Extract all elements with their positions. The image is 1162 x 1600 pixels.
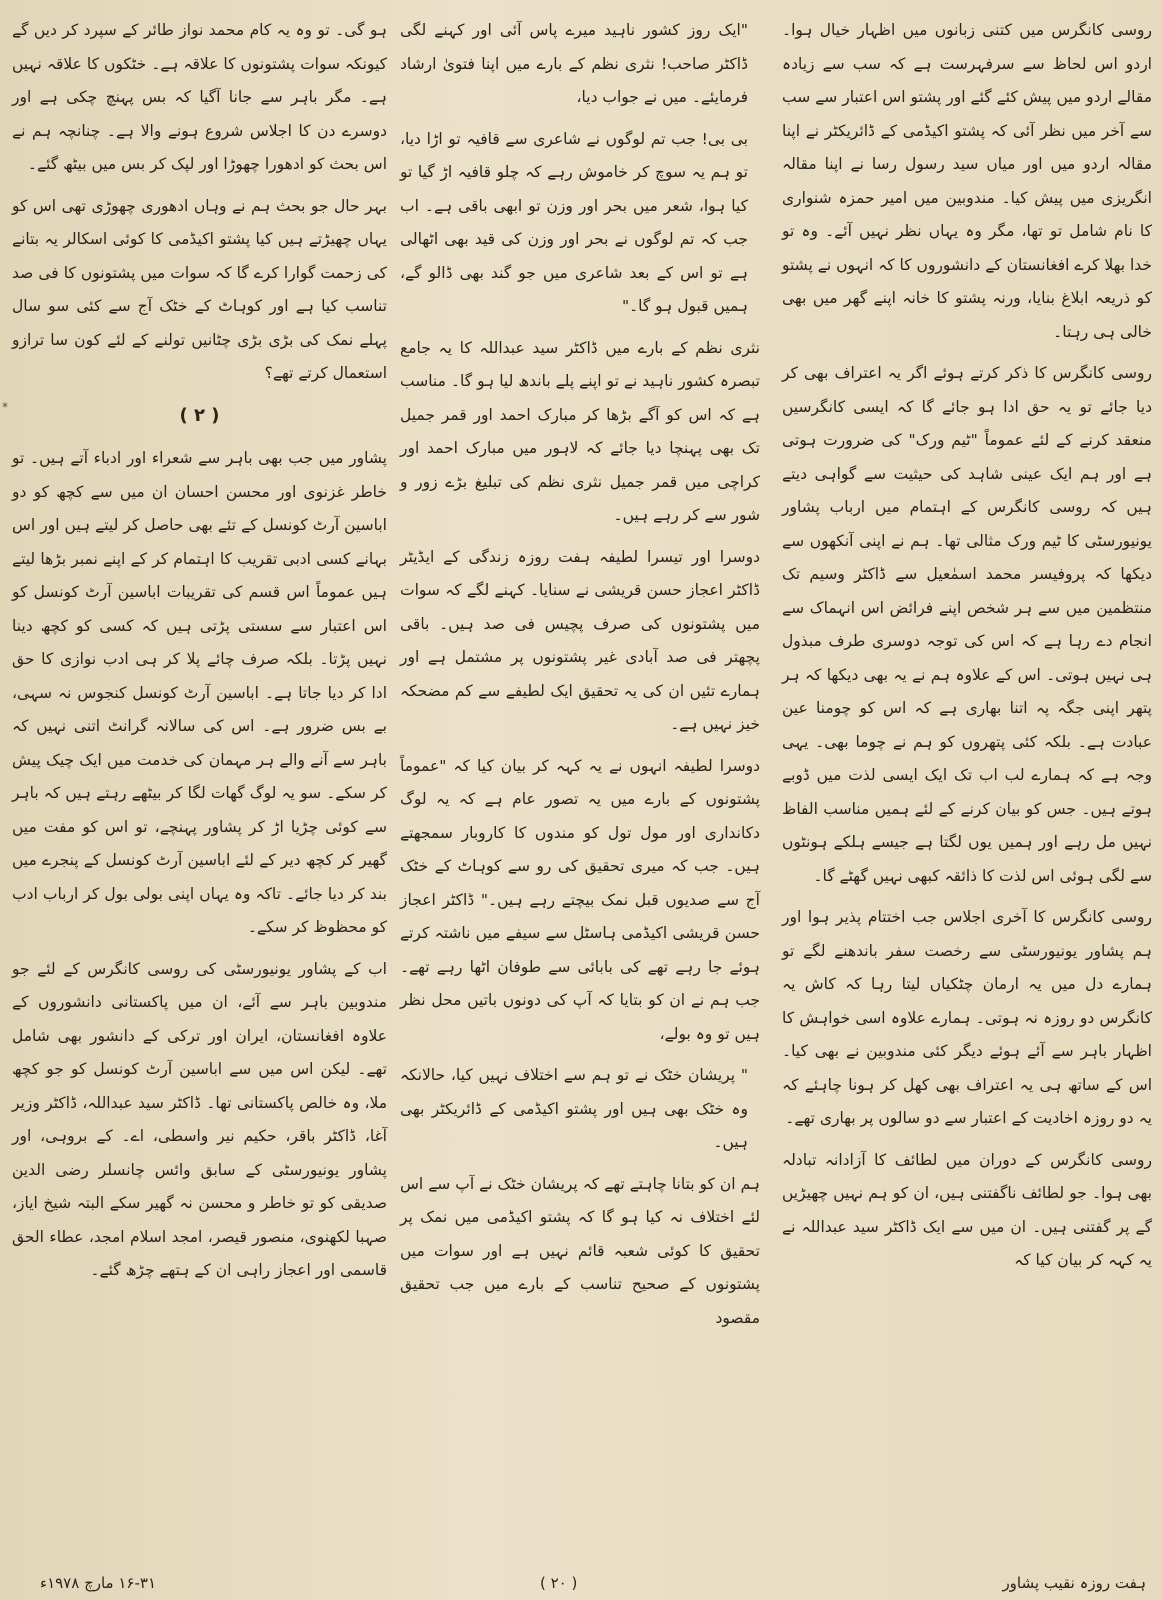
publication-name: ہفت روزہ نقیب پشاور (1002, 1574, 1146, 1592)
paragraph: بہر حال جو بحث ہم نے وہاں ادھوری چھوڑی تھی اس کو یہاں چھیڑتے ہیں کیا پشتو اکیڈمی کا کوئی اسکالر یہ بتانے کی زحمت گوارا کرے گا کہ سوات میں پشتونوں کا فی صد تناسب کیا ہے اور کوہاٹ کے خٹک آج سے کئی سو سال پہلے نمک کی بڑی بڑی چٹانیں تولنے کے لئے کون سا ترازو استعمال کرتے تھے؟ (12, 196, 387, 382)
paragraph: دوسرا اور تیسرا لطیفہ ہفت روزہ زندگی کے ایڈیٹر ڈاکٹر اعجاز حسن قریشی نے سنایا۔ کہنے لگے کہ سوات میں پشتونوں کی صرف پچیس فی صد ہیں۔ باقی پچھتر فی صد آبادی غیر پشتونوں پر مشتمل ہے اور ہمارے تئیں ان کی یہ تحقیق ایک لطیفے سے کم مضحکہ خیز نہیں ہے۔ (400, 547, 760, 733)
paragraph: روسی کانگرس میں کتنی زبانوں میں اظہار خیال ہوا۔ اردو اس لحاظ سے سرفہرست ہے کہ سب سے زیادہ مقالے اردو میں پیش کئے گئے اور پشتو اس اعتبار سے سب سے آخر میں نظر آئی کہ پشتو اکیڈمی کے ڈائریکٹر نے اپنا مقالہ اردو میں اور میاں سید رسول رسا نے اپنا مقالہ انگریزی میں پیش کیا۔ مندوبین میں امیر حمزہ شنواری کا نام شامل تو تھا، مگر وہ یہاں نظر نہیں آئے۔ وہ تو خدا بھلا کرے افغانستان کے دانشوروں کا کہ انہوں نے پشتو کو ذریعہ ابلاغ بنایا، ورنہ پشتو کا خانہ اپنے گھر میں بھی خالی ہی رہتا۔ (782, 21, 1152, 341)
section-number: ( ۲ ) (179, 404, 220, 426)
paragraph: " پریشان خٹک نے تو ہم سے اختلاف نہیں کیا، حالانکہ وہ خٹک بھی ہیں اور پشتو اکیڈمی کے ڈائریکٹر بھی ہیں۔ (400, 1066, 748, 1151)
paragraph: ہم ان کو بتانا چاہتے تھے کہ پریشان خٹک نے آپ سے اس لئے اختلاف نہ کیا ہو گا کہ پشتو اکیڈمی میں نمک پر تحقیق کا کوئی شعبہ قائم نہیں ہے اور سوات میں پشتونوں کے صحیح تناسب کے بارے میں جب تحقیق مقصود (400, 1174, 760, 1327)
page-number: ( ۲۰ ) (540, 1574, 578, 1592)
paragraph: روسی کانگرس کے دوران میں لطائف کا آزادانہ تبادلہ بھی ہوا۔ جو لطائف ناگفتنی ہیں، ان کو ہم نہیں چھیڑیں گے پر گفتنی ہیں۔ ان میں سے ایک ڈاکٹر سید عبداللہ نے یہ کہہ کر بیان کیا کہ (782, 1150, 1152, 1269)
issue-date: ۱۶-۳۱ مارچ ۱۹۷۸ء (40, 1574, 157, 1592)
paragraph: پشاور میں جب بھی باہر سے شعراء اور ادباء آتے ہیں۔ تو خاطر غزنوی اور محسن احسان ان میں سے کچھ کو دو اباسین آرٹ کونسل کے تئے بھی حاصل کر لیتے ہیں اور اس بہانے کسی ادبی تقریب کا اہتمام کر کے اپنے نمبر بڑھا لیتے ہیں عموماً اس قسم کی تقریبات اباسین آرٹ کونسل کو اس اعتبار سے سستی پڑتی ہیں کہ کسی کو کچھ دینا نہیں پڑتا۔ بلکہ صرف چائے پلا کر ہی ادب نوازی کا حق ادا کر دیا جاتا ہے۔ اباسین آرٹ کونسل کنجوس نہ سہی، بے بس ضرور ہے۔ اس کی سالانہ گرانٹ اتنی نہیں کہ باہر سے آنے والے ہر مہمان کی خدمت میں ایک چیک پیش کر سکے۔ سو یہ لوگ گھات لگا کر بیٹھے رہتے ہیں کہ باہر سے کوئی چڑیا اڑ کر پشاور پہنچے، تو اس کو مفت میں گھیر کر کچھ دیر کے لئے اباسین آرٹ کونسل کے پنجرے میں بند کر دیا جائے۔ تاکہ وہ یہاں اپنی بولی بول کر ارباب ادب کو محظوظ کر سکے۔ (12, 449, 387, 936)
middle-column (400, 14, 760, 1343)
paragraph: دوسرا لطیفہ انہوں نے یہ کہہ کر بیان کیا کہ "عموماً پشتونوں کے بارے میں یہ تصور عام ہے کہ یہ لوگ دکانداری اور مول تول کو مندوں کا کاروبار سمجھتے ہیں۔ جب کہ میری تحقیق کی رو سے کوہاٹ کے خٹک آج سے صدیوں قبل نمک بیچتے رہے ہیں۔" ڈاکٹر اعجاز حسن قریشی اکیڈمی ہاسٹل سے سیفے میں ناشتہ کرتے ہوئے جا رہے تھے کی بابائی سے طوفان اٹھا رہے تھے۔ جب ہم نے ان کو بتایا کہ آپ کی دونوں باتیں محل نظر ہیں تو وہ بولے، (400, 756, 760, 1043)
paragraph: روسی کانگرس کا ذکر کرتے ہوئے اگر یہ اعتراف بھی کر دیا جائے تو یہ حق ادا ہو جائے گا کہ ایسی کانگرسیں منعقد کرنے کے لئے عموماً "ٹیم ورک" کی ضرورت ہوتی ہے اور ہم ایک عینی شاہد کی حیثیت سے گواہی دیتے ہیں کہ روسی کانگرس کے اہتمام میں ارباب پشاور یونیورسٹی کا ٹیم ورک مثالی تھا۔ ہم نے اپنی آنکھوں سے دیکھا کہ پروفیسر محمد اسمٰعیل سے ڈاکٹر وسیم تک منتظمین میں سے ہر شخص اپنے فرائض اس انہماک سے انجام دے رہا ہے کہ اس کی توجہ دوسری طرف مبذول ہی نہیں ہوتی۔ اس کے علاوہ ہم نے یہ بھی دیکھا کہ ہر پتھر اپنی جگہ پہ اتنا بھاری ہے کہ اس کو چومنا عین عبادت ہے۔ بلکہ کئی پتھروں کو ہم نے چوما بھی۔ یہی وجہ ہے کہ ہمارے لب اب تک ایک ایسی لذت میں ڈوبے ہوتے ہیں۔ جس کو بیان کرنے کے لئے ہمیں مناسب الفاظ نہیں مل رہے اور ہمیں یوں لگتا ہے جیسے ہلکے ہونٹوں سے لگی ہوئی اس لذت کا ذائقہ کبھی نہیں گھٹے گا۔ (782, 364, 1152, 885)
paragraph: روسی کانگرس کا آخری اجلاس جب اختتام پذیر ہوا اور ہم پشاور یونیورسٹی سے رخصت سفر باندھنے لگے تو ہمارے دل میں یہ ارمان چٹکیاں لیتا رہا کہ کاش یہ کانگرس دو روزہ نہ ہوتی۔ ہمارے علاوہ اسی خواہش کا اظہار باہر سے آئے ہوئے دیگر کئی مندوبین نے بھی کیا۔ اس کے ساتھ ہی یہ اعتراف بھی کھل کر ہونا چاہئے کہ یہ دو روزہ اخادیت کے اعتبار سے دو سالوں پر بھاری تھے۔ (782, 908, 1152, 1127)
paragraph: نثری نظم کے بارے میں ڈاکٹر سید عبداللہ کا یہ جامع تبصرہ کشور ناہید نے تو اپنے پلے باندھ لیا ہو گا۔ مناسب ہے کہ اس کو آگے بڑھا کر مبارک احمد اور قمر جمیل تک بھی پہنچا دیا جائے کہ لاہور میں مبارک احمد اور کراچی میں قمر جمیل نثری نظم کی تبلیغ بڑے زور و شور سے کر رہے ہیں۔ (400, 338, 760, 524)
left-column (12, 14, 387, 1296)
margin-mark: * (2, 400, 8, 414)
right-column (782, 14, 1152, 1286)
paragraph: اب کے پشاور یونیورسٹی کی روسی کانگرس کے لئے جو مندوبین باہر سے آئے، ان میں پاکستانی دانشوروں کے علاوہ افغانستان، ایران اور ترکی کے دانشور بھی شامل تھے۔ لیکن اس میں سے اباسین آرٹ کونسل کو جو کچھ ملا، وہ خالص پاکستانی تھا۔ ڈاکٹر سید عبداللہ، ڈاکٹر وزیر آغا، ڈاکٹر باقر، حکیم نیر واسطی، اے۔ کے بروہی، اور پشاور یونیورسٹی کے سابق وائس چانسلر رضی الدین صدیقی کو تو خاطر و محسن نہ گھیر سکے البتہ شیخ ایاز، صہبا لکھنوی، منصور قیصر، امجد اسلام امجد، عطاء الحق قاسمی اور اعجاز راہی ان کے ہتھے چڑھ گئے۔ (12, 959, 387, 1279)
paragraph: بی بی! جب تم لوگوں نے شاعری سے قافیہ تو اڑا دیا، تو ہم یہ سوچ کر خاموش رہے کہ چلو قافیہ اڑ گیا تو کیا ہوا، شعر میں بحر اور وزن تو ابھی باقی ہے۔ اب جب کہ تم لوگوں نے بحر اور وزن کی قید بھی اٹھالی ہے تو اس کے بعد شاعری میں جو گند بھی ڈالو گے، ہمیں قبول ہو گا۔" (400, 129, 748, 315)
paragraph: ہو گی۔ تو وہ یہ کام محمد نواز طائر کے سپرد کر دیں گے کیونکہ سوات پشتونوں کا علاقہ ہے۔ خٹکوں کا علاقہ نہیں ہے۔ مگر باہر سے جانا آگیا کہ بس پہنچ چکی ہے اور دوسرے دن کا اجلاس شروع ہونے والا ہے۔ چنانچہ ہم نے اس بحث کو ادھورا چھوڑا اور لپک کر بس میں بیٹھ گئے۔ (12, 21, 387, 173)
paragraph: "ایک روز کشور ناہید میرے پاس آئی اور کہنے لگی ڈاکٹر صاحب! نثری نظم کے بارے میں اپنا فتویٰ ارشاد فرمایئے۔ میں نے جواب دیا، (400, 21, 748, 106)
